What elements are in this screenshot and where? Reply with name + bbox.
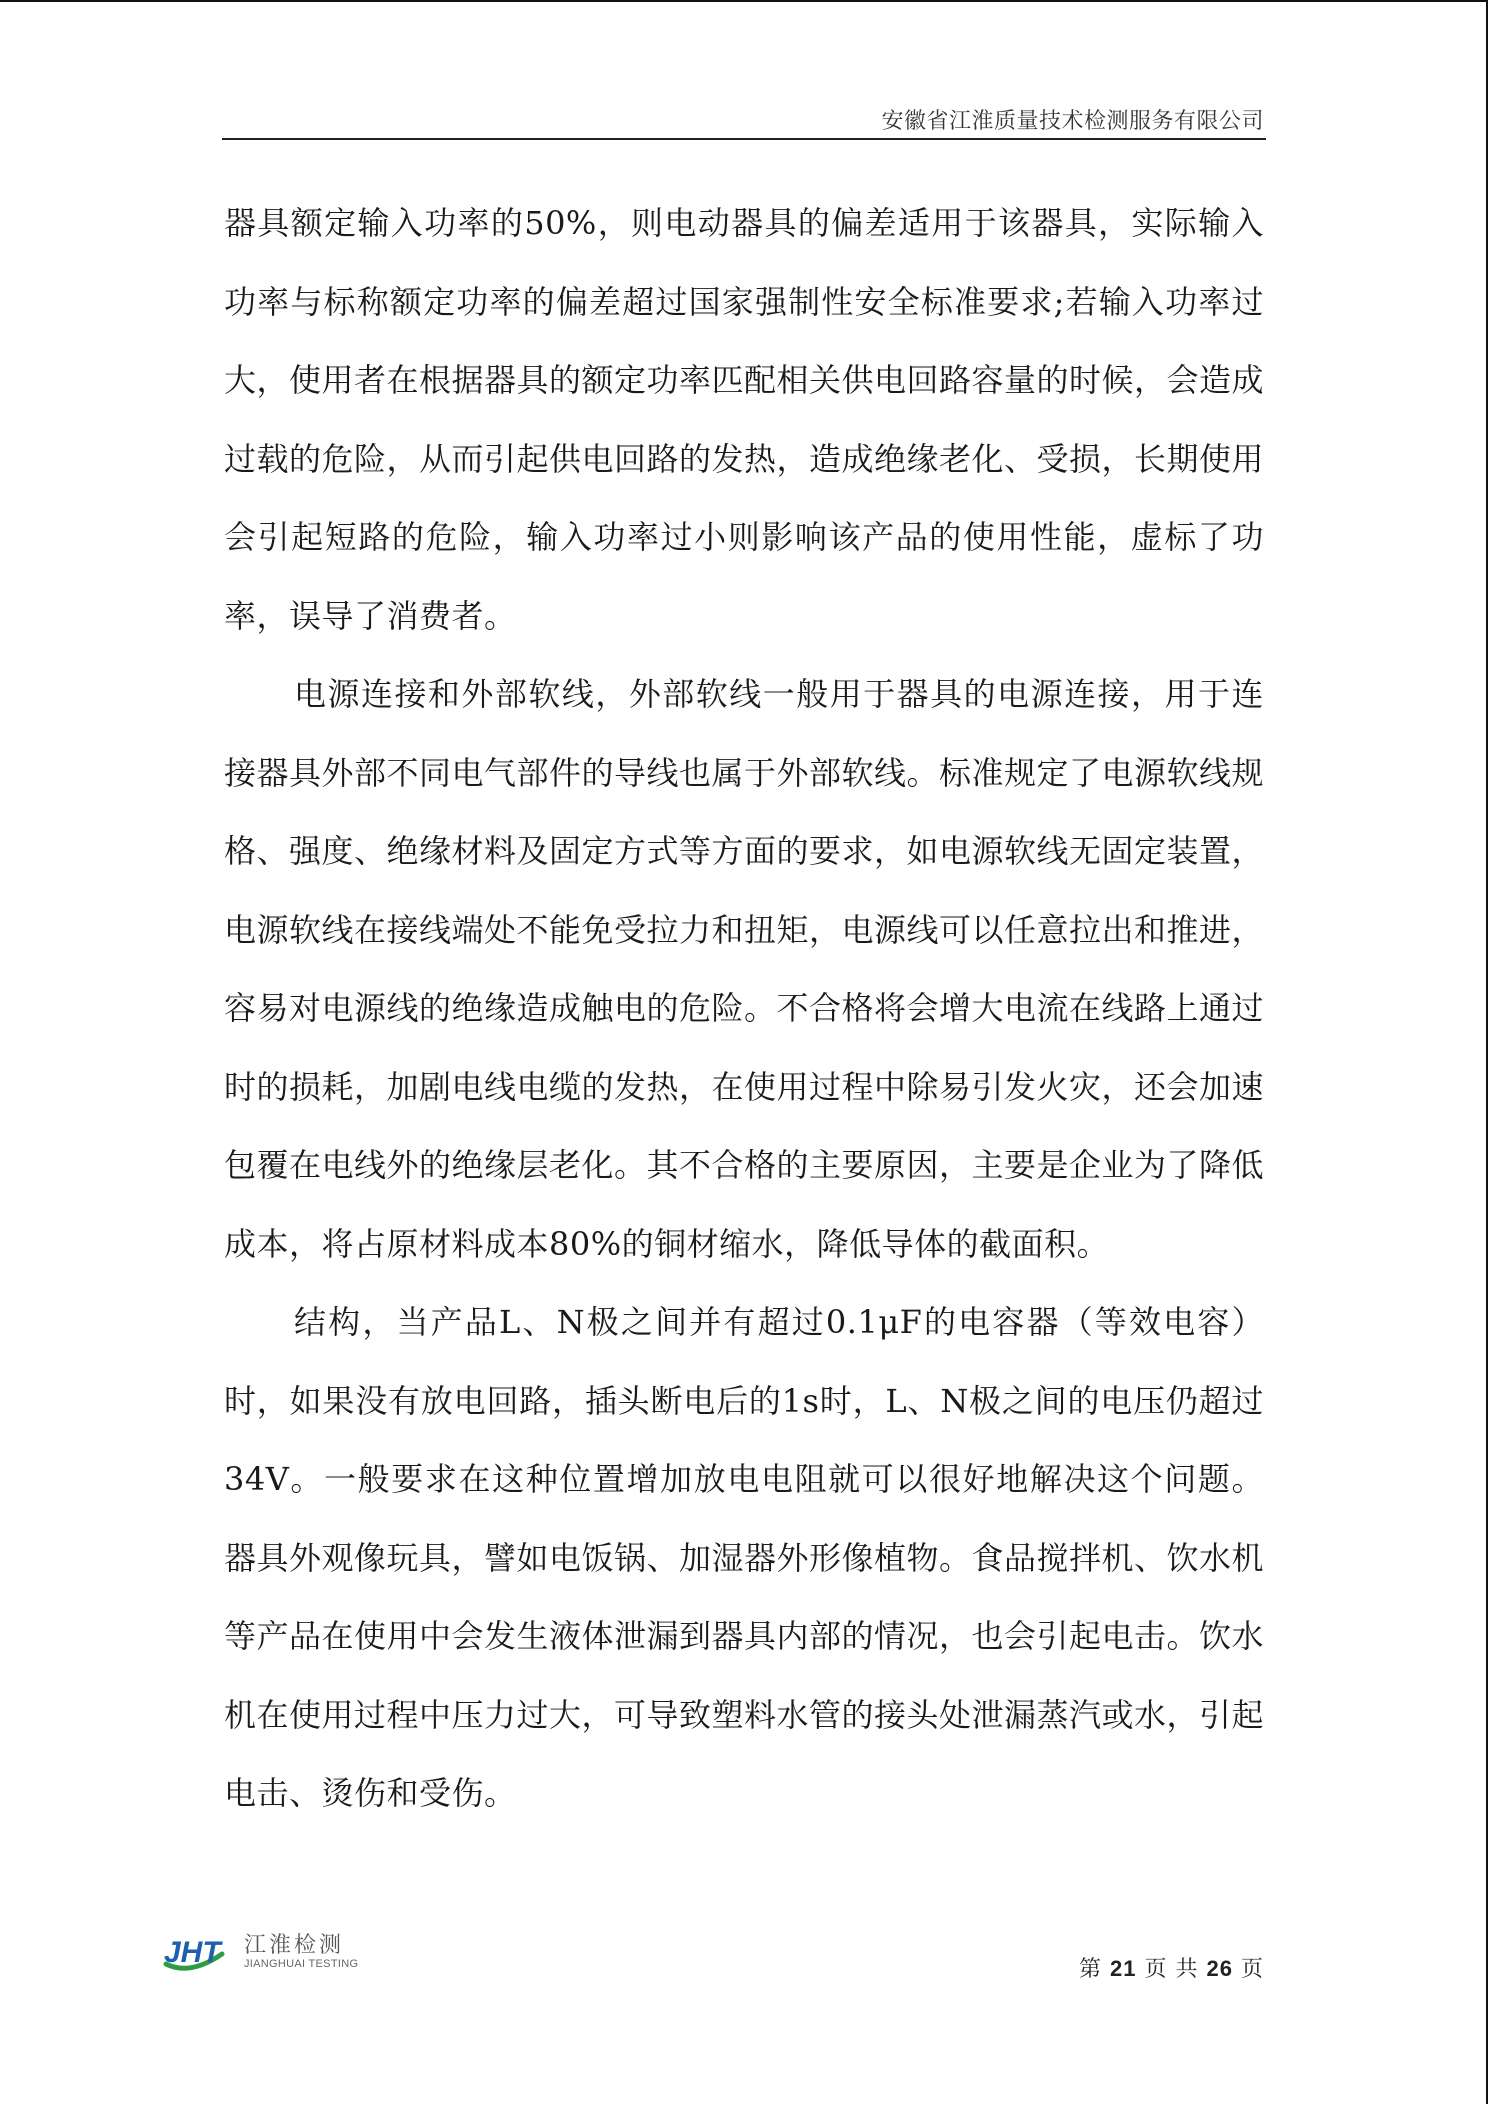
page-frame-top [0,0,1488,2]
company-logo [160,1924,380,1980]
paragraph-power-input: 器具额定输入功率的50%，则电动器具的偏差适用于该器具，实际输入功率与标称额定功率的偏差超过国家强制性安全标准要求;若输入功率过大，使用者在根据器具的额定功率匹配相关供电回路容量的时候，会造成过载的危险，从而引起供电回路的发热，造成绝缘老化、受损，长期使用会引起短路的危险，输入功率过小则影响该产品的使用性能，虚标了功率，误导了消费者。 [224,204,1265,635]
page-prefix: 第 [1079,1957,1103,1982]
document-body [224,184,1264,1833]
page-number [1079,1952,1264,1983]
logo-mark-text: JHT [164,1936,221,1969]
page-current: 21 [1110,1956,1137,1981]
logo-chinese-name: 江淮检测 [244,1933,345,1958]
page-suffix: 页 [1240,1957,1264,1982]
paragraph-power-cord: 电源连接和外部软线，外部软线一般用于器具的电源连接，用于连接器具外部不同电气部件的导线也属于外部软线。标准规定了电源软线规格、强度、绝缘材料及固定方式等方面的要求，如电源软线无固定装置，电源软线在接线端处不能免受拉力和扭矩，电源线可以任意拉出和推进，容易对电源线的绝缘造成触电的危险。不合格将会增大电流在线路上通过时的损耗，加剧电线电缆的发热，在使用过程中除易引发火灾，还会加速包覆在电线外的绝缘层老化。其不合格的主要原因，主要是企业为了降低成本，将占原材料成本80%的铜材缩水，降低导体的截面积。 [224,675,1265,1263]
page-middle: 页 共 [1144,1957,1199,1982]
page-total: 26 [1206,1956,1233,1981]
paragraph-structure: 结构，当产品L、N极之间并有超过0.1μF的电容器（等效电容）时，如果没有放电回路，插头断电后的1s时，L、N极之间的电压仍超过34V。一般要求在这种位置增加放电电阻就可以很好地解决这个问题。器具外观像玩具，譬如电饭锅、加湿器外形像植物。食品搅拌机、饮水机等产品在使用中会发生液体泄漏到器具内部的情况，也会引起电击。饮水机在使用过程中压力过大，可导致塑料水管的接头处泄漏蒸汽或水，引起电击、烫伤和受伤。 [224,1303,1265,1812]
logo-english-name: JIANGHUAI TESTING [244,1958,359,1970]
company-name: 安徽省江淮质量技术检测服务有限公司 [881,109,1264,134]
page-header [222,100,1266,140]
jht-logo-icon [160,1924,240,1980]
